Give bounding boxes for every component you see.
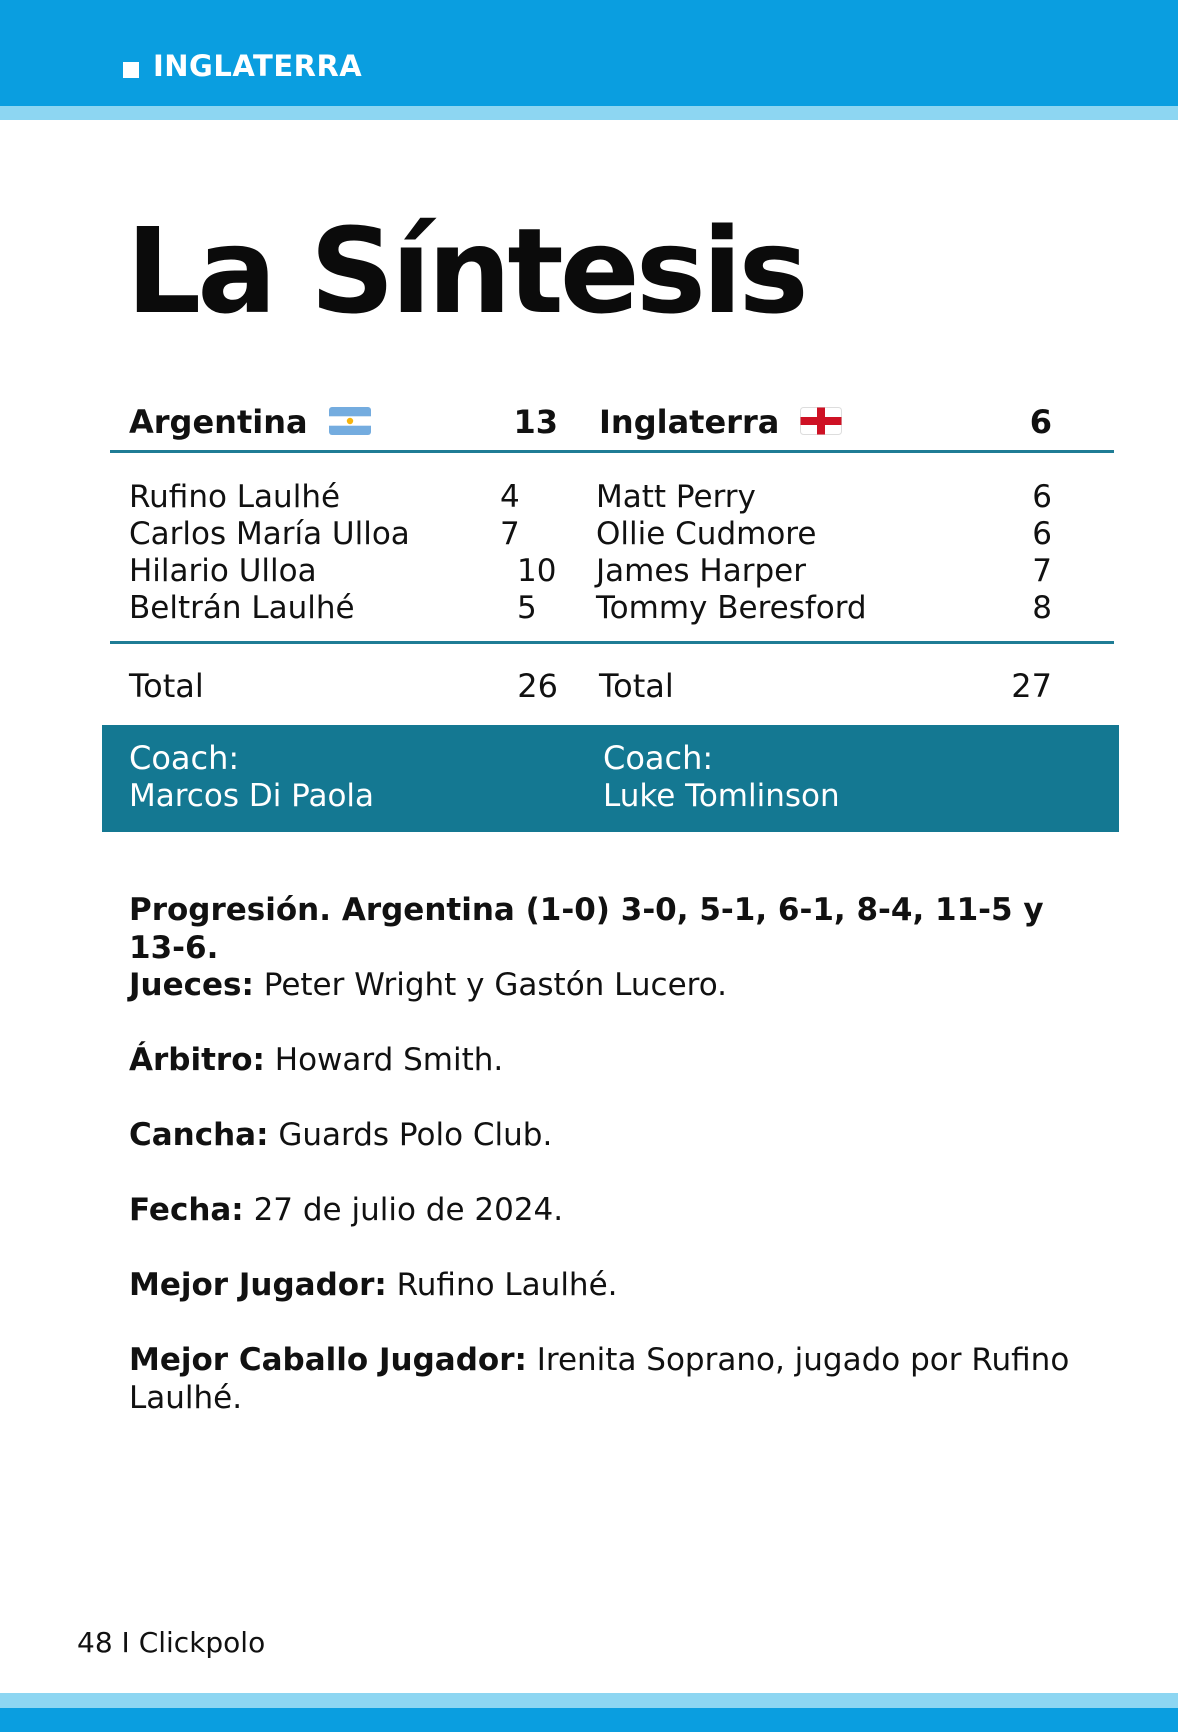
away-player-value: 6 (1032, 516, 1052, 552)
best-player-label: Mejor Jugador: (129, 1267, 387, 1303)
away-total-value: 27 (1011, 667, 1052, 705)
away-coach-label: Coach: (603, 739, 714, 777)
section-label: INGLATERRA (153, 49, 363, 83)
best-horse-label: Mejor Caballo Jugador: (129, 1342, 527, 1378)
away-team-score: 6 (1029, 403, 1052, 441)
home-total-label: Total (129, 667, 204, 705)
field-label: Cancha: (129, 1117, 269, 1153)
referee-label: Árbitro: (129, 1042, 265, 1078)
best-horse-line (129, 1341, 1089, 1417)
home-team-score: 13 (513, 403, 558, 441)
home-coach-name: Marcos Di Paola (129, 778, 375, 814)
date-value: 27 de julio de 2024. (243, 1192, 564, 1228)
best-horse-value: Irenita Soprano, jugado por Rufino Laulhé. (129, 1342, 1070, 1416)
judges-line (129, 966, 1089, 1004)
field-line (129, 1116, 1089, 1154)
best-player-line (129, 1266, 1089, 1304)
page-footer: 48 I Clickpolo (77, 1626, 266, 1659)
date-label: Fecha: (129, 1192, 244, 1228)
away-player-name: Ollie Cudmore (596, 516, 817, 552)
away-player-value: 6 (1032, 479, 1052, 515)
footer-accent-strip (0, 1693, 1178, 1708)
home-player-name: Hilario Ulloa (129, 553, 317, 589)
england-flag-icon (800, 404, 842, 444)
away-player-name: Tommy Beresford (596, 590, 867, 626)
best-player-value: Rufino Laulhé. (386, 1267, 618, 1303)
home-player-value: 10 (517, 553, 557, 589)
home-player-value: 7 (500, 516, 520, 552)
away-team-header (599, 402, 842, 444)
table-divider-top (110, 450, 1114, 453)
judges-value: Peter Wright y Gastón Lucero. (253, 967, 728, 1003)
away-total-label: Total (599, 667, 674, 705)
header-accent-strip (0, 106, 1178, 120)
section-bullet-icon (123, 62, 139, 78)
home-team-header (129, 402, 371, 444)
away-coach-name: Luke Tomlinson (603, 778, 840, 814)
home-player-value: 4 (500, 479, 520, 515)
away-player-value: 7 (1032, 553, 1052, 589)
home-team-name: Argentina (129, 403, 308, 441)
home-player-value: 5 (517, 590, 537, 626)
progression-line: Progresión. Argentina (1-0) 3-0, 5-1, 6-1, 8-4, 11-5 y 13-6. (129, 892, 1044, 966)
away-team-name: Inglaterra (599, 403, 780, 441)
away-player-value: 8 (1032, 590, 1052, 626)
field-value: Guards Polo Club. (268, 1117, 553, 1153)
home-total-value: 26 (517, 667, 558, 705)
home-player-name: Beltrán Laulhé (129, 590, 355, 626)
referee-line (129, 1041, 1089, 1079)
home-coach-label: Coach: (129, 739, 240, 777)
date-line (129, 1191, 1089, 1229)
footer-bar (0, 1708, 1178, 1732)
home-player-name: Rufino Laulhé (129, 479, 341, 515)
page-title: La Síntesis (126, 202, 805, 340)
table-divider-bottom (110, 641, 1114, 644)
referee-value: Howard Smith. (264, 1042, 504, 1078)
away-player-name: James Harper (596, 553, 806, 589)
argentina-flag-icon (329, 404, 371, 444)
coach-panel (102, 725, 1119, 832)
judges-label: Jueces: (129, 967, 254, 1003)
away-player-name: Matt Perry (596, 479, 756, 515)
home-player-name: Carlos María Ulloa (129, 516, 410, 552)
